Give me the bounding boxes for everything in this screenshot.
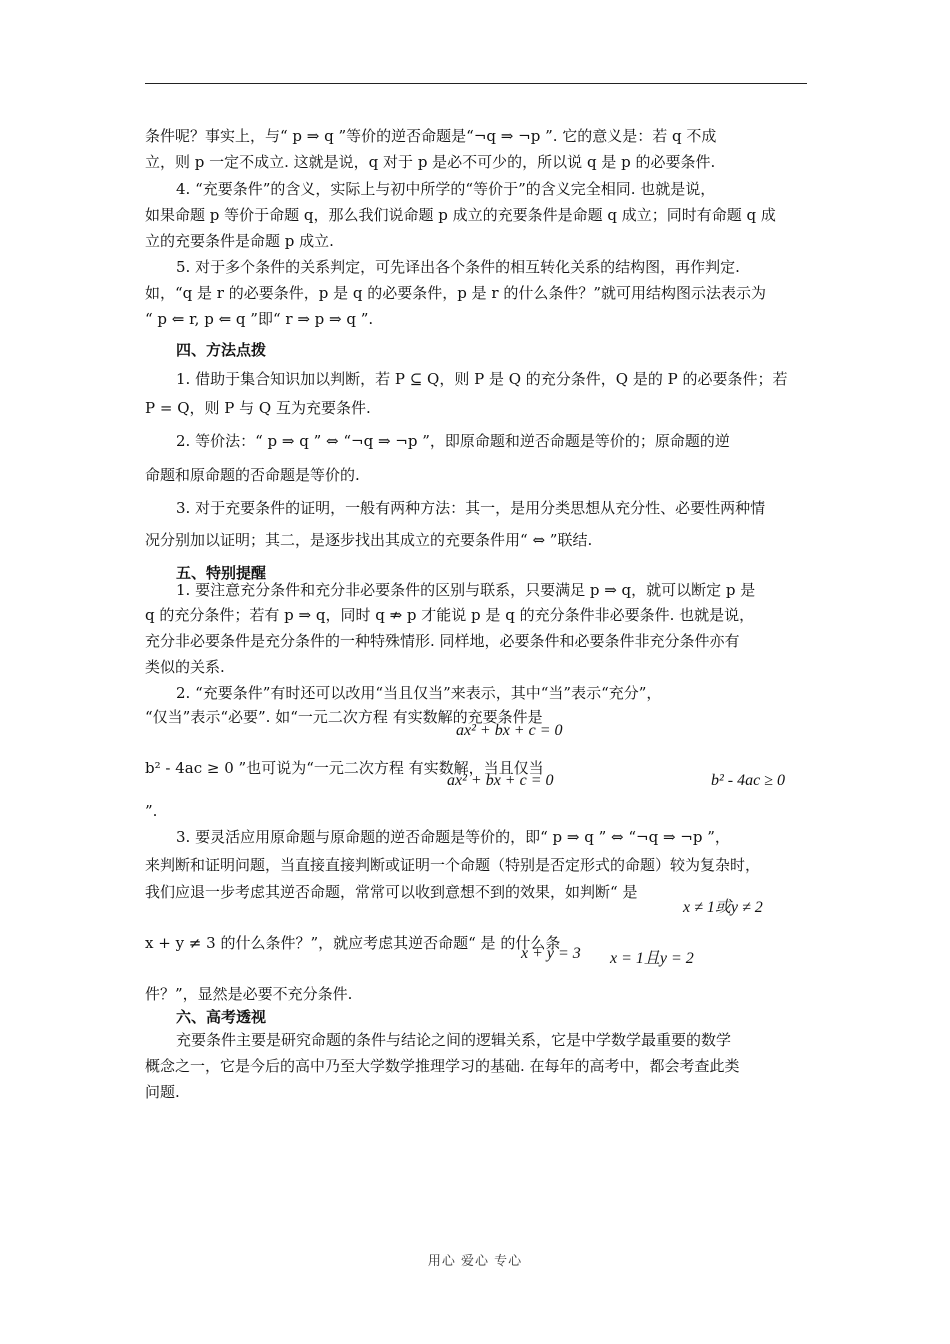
section-heading: 五、特别提醒 [176, 564, 267, 582]
section-heading: 六、高考透视 [176, 1008, 267, 1026]
text-line: 类似的关系. [145, 658, 225, 676]
text-line: “仅当”表示“必要”. 如“一元二次方程 有实数解的充要条件是 [145, 708, 543, 726]
text-line: 命题和原命题的否命题是等价的. [145, 466, 360, 484]
header-rule [145, 83, 807, 84]
text-line: 条件呢？事实上，与“ p ⇒ q ”等价的逆否命题是“¬q ⇒ ¬p ”. 它的意义是：若 q 不成 [145, 127, 717, 145]
text-line: b² - 4ac ≥ 0 ”也可说为“一元二次方程 有实数解，当且仅当 [145, 759, 544, 777]
text-line: 2. “充要条件”有时还可以改用“当且仅当”来表示，其中“当”表示“充分”， [176, 684, 662, 702]
formula: ax² + bx + c = 0 [447, 772, 554, 789]
text-line: x + y ≠ 3 的什么条件？”，就应考虑其逆否命题“ 是 的什么条 [145, 934, 561, 952]
text-line: 我们应退一步考虑其逆否命题，常常可以收到意想不到的效果，如判断“ 是 [145, 883, 638, 901]
text-line: P = Q，则 P 与 Q 互为充要条件. [145, 399, 371, 417]
text-line: q 的充分条件；若有 p ⇒ q，同时 q ⇏ p 才能说 p 是 q 的充分条件非必要条件. 也就是说， [145, 606, 755, 624]
text-line: 5. 对于多个条件的关系判定，可先译出各个条件的相互转化关系的结构图，再作判定. [176, 258, 740, 276]
text-line: 况分别加以证明；其二，是逐步找出其成立的充要条件用“ ⇔ ”联结. [145, 531, 593, 549]
text-line: 4. “充要条件”的含义，实际上与初中所学的“等价于”的含义完全相同. 也就是说， [176, 180, 716, 198]
text-line: 2. 等价法：“ p ⇒ q ” ⇔ “¬q ⇒ ¬p ”，即原命题和逆否命题是等价的；原命题的逆 [176, 432, 730, 450]
text-line: 问题. [145, 1083, 180, 1101]
formula: b² - 4ac ≥ 0 [711, 772, 786, 789]
page-footer: 用心 爱心 专心 [427, 1254, 523, 1269]
formula: x = 1且y = 2 [610, 950, 694, 967]
text-line: 3. 对于充要条件的证明，一般有两种方法：其一，是用分类思想从充分性、必要性两种情 [176, 499, 766, 517]
text-line: “ p ⇐ r, p ⇐ q ”即“ r ⇒ p ⇒ q ”. [145, 310, 374, 328]
text-line: 概念之一，它是今后的高中乃至大学数学推理学习的基础. 在每年的高考中，都会考查此类 [145, 1057, 740, 1075]
formula: x + y = 3 [521, 945, 581, 962]
text-line: 立的充要条件是命题 p 成立. [145, 232, 334, 250]
text-line: 1. 要注意充分条件和充分非必要条件的区别与联系，只要满足 p ⇒ q，就可以断定 p 是 [176, 581, 756, 599]
text-line: 来判断和证明问题，当直接直接判断或证明一个命题（特别是否定形式的命题）较为复杂时， [145, 856, 761, 874]
text-line: 件？”，显然是必要不充分条件. [145, 985, 353, 1003]
text-line: 立，则 p 一定不成立. 这就是说，q 对于 p 是必不可少的，所以说 q 是 p 的必要条件. [145, 153, 716, 171]
text-line: 充要条件主要是研究命题的条件与结论之间的逻辑关系，它是中学数学最重要的数学 [176, 1031, 732, 1049]
text-line: 如果命题 p 等价于命题 q，那么我们说命题 p 成立的充要条件是命题 q 成立；同时有命题 q 成 [145, 206, 776, 224]
section-heading: 四、方法点拨 [176, 341, 267, 359]
formula: x ≠ 1或y ≠ 2 [683, 899, 763, 916]
text-line: 如，“q 是 r 的必要条件，p 是 q 的必要条件，p 是 r 的什么条件？”就可用结构图示法表示为 [145, 284, 767, 302]
text-line: 充分非必要条件是充分条件的一种特殊情形. 同样地，必要条件和必要条件非充分条件亦有 [145, 632, 740, 650]
text-line: ”. [145, 802, 158, 820]
text-line: 1. 借助于集合知识加以判断，若 P ⊆ Q，则 P 是 Q 的充分条件，Q 是的 P 的必要条件；若 [176, 370, 788, 388]
formula: ax² + bx + c = 0 [456, 722, 563, 739]
text-line: 3. 要灵活应用原命题与原命题的逆否命题是等价的，即“ p ⇒ q ” ⇔ “¬q ⇒ ¬p ”， [176, 828, 730, 846]
